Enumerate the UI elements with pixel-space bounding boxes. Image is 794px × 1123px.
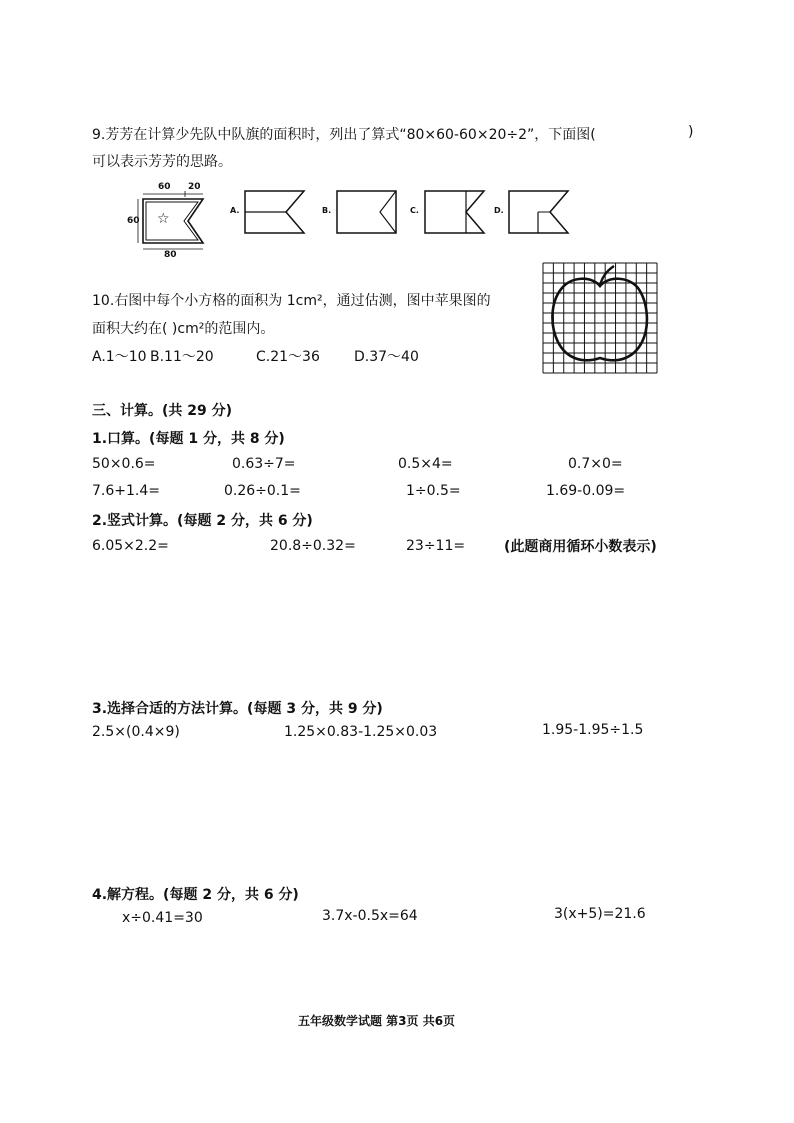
part1-title: 1.口算。(每题 1 分，共 8 分) (92, 431, 285, 447)
simplify-calc-3: 1.95-1.95÷1.5 (542, 722, 644, 738)
part2-title: 2.竖式计算。(每题 2 分，共 6 分) (92, 513, 313, 529)
q9-line2: 可以表示芳芳的思路。 (92, 154, 232, 170)
simplify-calc-1: 2.5×(0.4×9) (92, 724, 180, 740)
apple-outline (552, 279, 647, 361)
q10-option-a[interactable]: A.1～10 (92, 349, 147, 365)
oral-calc-6: 0.26÷0.1= (224, 483, 301, 499)
oral-calc-8: 1.69-0.09= (546, 483, 626, 499)
q9-option-b-label: B. (322, 206, 332, 215)
q10-option-d[interactable]: D.37～40 (354, 349, 419, 365)
q10-line2: 面积大约在( )cm²的范围内。 (92, 321, 275, 337)
page-footer: 五年级数学试题 第3页 共6页 (298, 1014, 456, 1028)
q9-option-d-label: D. (494, 206, 504, 215)
flag-figure (128, 183, 218, 263)
oral-calc-1: 50×0.6= (92, 456, 156, 472)
oral-calc-2: 0.63÷7= (232, 456, 296, 472)
equation-2: 3.7x-0.5x=64 (322, 908, 418, 924)
flag-dim-top-left: 60 (158, 182, 171, 192)
equation-1: x÷0.41=30 (122, 910, 203, 926)
vertical-calc-3: 23÷11= (406, 538, 466, 554)
vertical-calc-1: 6.05×2.2= (92, 538, 169, 554)
q9-line1: 9.芳芳在计算少先队中队旗的面积时，列出了算式“80×60-60×20÷2”，下面图( (92, 127, 596, 143)
star-icon: ☆ (157, 211, 170, 227)
q9-option-b-figure[interactable] (336, 190, 398, 234)
q9-paren-close: ) (688, 124, 694, 140)
oral-calc-4: 0.7×0= (568, 456, 623, 472)
part3-title: 3.选择合适的方法计算。(每题 3 分，共 9 分) (92, 701, 383, 717)
oral-calc-7: 1÷0.5= (406, 483, 461, 499)
equation-3: 3(x+5)=21.6 (554, 906, 646, 922)
q9-option-d-figure[interactable] (508, 190, 570, 234)
simplify-calc-2: 1.25×0.83-1.25×0.03 (284, 724, 438, 740)
vertical-calc-note: (此题商用循环小数表示) (504, 539, 657, 555)
flag-dim-bottom: 80 (164, 250, 177, 260)
q9-option-a-figure[interactable] (244, 190, 306, 234)
oral-calc-5: 7.6+1.4= (92, 483, 160, 499)
flag-dim-top-right: 20 (188, 182, 201, 192)
q10-line1: 10.右图中每个小方格的面积为 1cm²，通过估测，图中苹果图的 (92, 293, 491, 309)
part4-title: 4.解方程。(每题 2 分，共 6 分) (92, 887, 299, 903)
apple-grid-figure (542, 262, 658, 374)
q9-option-c-label: C. (410, 206, 419, 215)
q9-option-a-label: A. (230, 206, 240, 215)
q10-option-b[interactable]: B.11～20 (150, 349, 214, 365)
vertical-calc-2: 20.8÷0.32= (270, 538, 356, 554)
section3-title: 三、计算。(共 29 分) (92, 403, 233, 419)
flag-dim-left: 60 (127, 216, 140, 226)
q10-option-c[interactable]: C.21～36 (256, 349, 320, 365)
q9-option-c-figure[interactable] (424, 190, 486, 234)
oral-calc-3: 0.5×4= (398, 456, 453, 472)
